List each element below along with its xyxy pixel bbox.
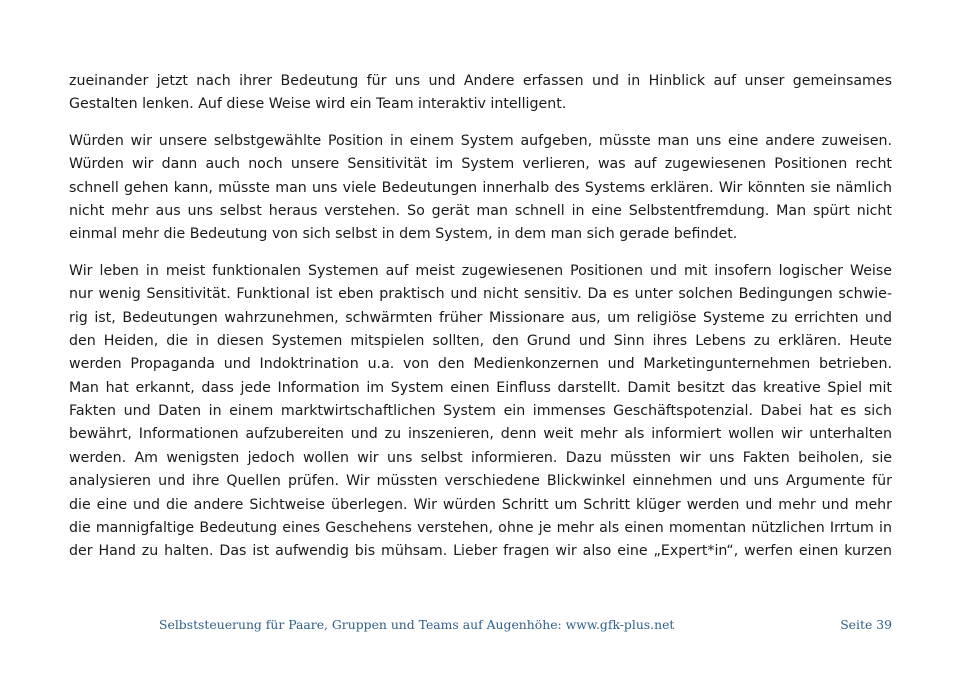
text-line: Fakten und Daten in einem marktwirtschaftlichen System ein immenses Geschäftspotenzial. Dabei hat es sich	[69, 403, 892, 420]
text-line: den Heiden, die in diesen Systemen mitspielen sollten, den Grund und Sinn ihres Lebens zu erklären. Heute	[69, 332, 892, 349]
text-line: zueinander jetzt nach ihrer Bedeutung für uns und Andere erfassen und in Hinblick auf unser gemeinsames	[69, 73, 892, 89]
text-line: Würden wir dann auch noch unsere Sensitivität im System verlieren, was auf zugewiesenen Positionen recht	[69, 156, 892, 173]
paragraph	[69, 70, 892, 117]
text-line: rig ist, Bedeutungen wahrzunehmen, schwärmten früher Missionare aus, um religiöse Systeme zu errichten und	[69, 309, 892, 326]
text-line: nicht mehr aus uns selbst heraus verstehen. So gerät man schnell in eine Selbstentfremdung. Man spürt nicht	[69, 202, 892, 219]
text-line: die eine und die andere Sichtweise überlegen. Wir würden Schritt um Schritt klüger werden und mehr und mehr	[69, 496, 892, 513]
text-line: analysieren und ihre Quellen prüfen. Wir müssten verschiedene Blickwinkel einnehmen und uns Argumente für	[69, 473, 892, 490]
paragraph	[69, 260, 892, 564]
page-number: Seite 39	[840, 617, 892, 632]
text-line: schnell gehen kann, müsste man uns viele Bedeutungen innerhalb des Systems erklären. Wir könnten sie nämlich	[69, 179, 892, 196]
page-body	[69, 70, 892, 577]
paragraph	[69, 130, 892, 247]
text-line: die mannigfaltige Bedeutung eines Geschehens verstehen, ohne je mehr als einen momentan nützlichen Irrtum in	[69, 520, 892, 537]
text-line: Würden wir unsere selbstgewählte Position in einem System aufgeben, müsste man uns eine andere zuweisen.	[69, 132, 892, 149]
text-line: Gestalten lenken. Auf diese Weise wird ein Team interaktiv intelligent.	[69, 96, 567, 113]
text-line: Wir leben in meist funktionalen Systemen auf meist zugewiesenen Positionen und mit insofern logischer Weise	[69, 262, 892, 279]
text-line: einmal mehr die Bedeutung von sich selbst in dem System, in dem man sich gerade befindet.	[69, 226, 738, 243]
text-line: nur wenig Sensitivität. Funktional ist eben praktisch und nicht sensitiv. Da es unter solchen Bedingungen schwie-	[69, 286, 892, 303]
text-line: werden. Am wenigsten jedoch wollen wir uns selbst informieren. Dazu müssten wir uns Fakten beiholen, sie	[69, 449, 892, 466]
text-line: werden Propaganda und Indoktrination u.a. von den Medienkonzernen und Marketingunternehmen betrieben.	[69, 356, 892, 373]
text-line: bewährt, Informationen aufzubereiten und zu inszenieren, denn weit mehr als informiert wollen wir unterhalten	[69, 426, 892, 443]
text-line: der Hand zu halten. Das ist aufwendig bis mühsam. Lieber fragen wir also eine „Expert*in“, werfen einen kurzen	[69, 543, 892, 560]
footer-title: Selbststeuerung für Paare, Gruppen und Teams auf Augenhöhe: www.gfk-plus.net	[159, 617, 675, 632]
text-line: Man hat erkannt, dass jede Information im System einen Einfluss darstellt. Damit besitzt das kreative Spiel mit	[69, 379, 892, 396]
